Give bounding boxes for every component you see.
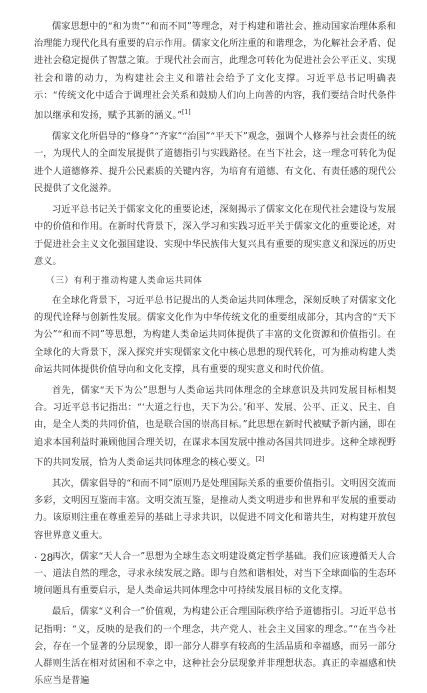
paragraph-xi-remarks: 习近平总书记关于儒家文化的重要论述，深刻揭示了儒家文化在现代社会建设与发展中的价值和作用。在新时代背景下，深入学习和实践习近平关于儒家文化的重要论述，对于促进社会主义文化强国建设、实现中华民族伟大复兴具有重要的现实意义和深远的历史意义。 [34,204,396,267]
paragraph-text: 首先，儒家“天下为公”思想与人类命运共同体理念的全球意识及共同发展目标相契合。习近平总书记指出：“‘大道之行也，天下为公。’和平、发展、公平、正义、民主、自由，是全人类的共同价值，也是联合国的崇高目标。”此思想在新时代被赋予新内涵，即在追求本国利益时兼顾他国合理关切，在谋求本国发展中推动各国共同进步。这种全球视野下的共同发展，恰为人类命运共同体理念的核心要义。 [34,384,396,468]
paragraph-third-point: 再次，儒家“天人合一”思想为全球生态文明建设奠定哲学基础。我们应该遵循天人合一、道法自然的理念，寻求永续发展之路。即与自然和谐相处，对当下全球面临的生态环境问题具有重要启示，是人类命运共同体理念中可持续发展目标的文化支撑。 [34,550,396,597]
paragraph-global-context: 在全球化背景下，习近平总书记提出的人类命运共同体理念，深刻反映了对儒家文化的现代诠释与创新性发展。儒家文化作为中华传统文化的重要组成部分，其内含的“天下为公”“和而不同”等思想，为构建人类命运共同体提供了丰富的文化资源和价值指引。在全球化的大背景下，深入探究并实现儒家文化中核心思想的现代转化，可为推动构建人类命运共同体提供价值导向和文化支撑，具有重要的现实意义和时代价值。 [34,294,396,375]
page-number: · 28 · [34,553,60,564]
paragraph-first-point [34,382,396,471]
document-page [34,18,396,693]
section-subheading: （三）有利于推动构建人类命运共同体 [46,275,203,286]
paragraph-second-point: 其次，儒家倡导的“和而不同”原则乃是处理国际关系的重要价值指引。文明因交流而多彩，文明因互鉴而丰富。文明交流互鉴，是推动人类文明进步和世界和平发展的重要动力。该原则注重在尊重差异的基础上寻求共识，以促进不同文化和谐共生，对构建开放包容世界意义重大。 [34,478,396,541]
paragraph-text: 儒家思想中的“和为贵”“和而不同”等理念，对于构建和谐社会、推动国家治理体系和治理能力现代化具有重要的启示作用。儒家文化所注重的和谐理念，为化解社会矛盾、促进社会稳定提供了智慧之策。于现代社会而言，此理念可转化为促进社会公平正义、实现社会和谐的动力，为构建社会主义和谐社会给予了文化支撑。习近平总书记明确表示：“传统文化中适合于调理社会关系和鼓励人们向上向善的内容，我们要结合时代条件加以继承和发扬，赋予其新的涵义。” [34,21,396,122]
paragraph-fourth-point: 最后，儒家“义利合一”价值观，为构建公正合理国际秩序给予道德指引。习近平总书记指明：“义，反映的是我们的一个理念，共产党人、社会主义国家的理念。”“在当今社会，存在一个显著的分层现象，即一部分人群享有较高的生活品质和幸福感，而另一部分人群则生活在相对贫困和不幸之中，这种社会分层现象并非理想状态。真正的幸福感和快乐应当是普遍 [34,606,396,687]
paragraph-harmony [34,18,396,124]
paragraph-self-cultivation: 儒家文化所倡导的“修身”“齐家”“治国”“平天下”观念，强调个人修养与社会责任的统一，为现代人的全面发展提供了道德指引与实践路径。在当下社会，这一理念可转化为促进个人道德修养、提升公民素质的关键内容，为培育有道德、有文化、有责任感的现代公民提供了文化滋养。 [34,131,396,194]
footnote-marker: [1] [181,109,191,117]
footnote-marker: [2] [255,455,265,463]
